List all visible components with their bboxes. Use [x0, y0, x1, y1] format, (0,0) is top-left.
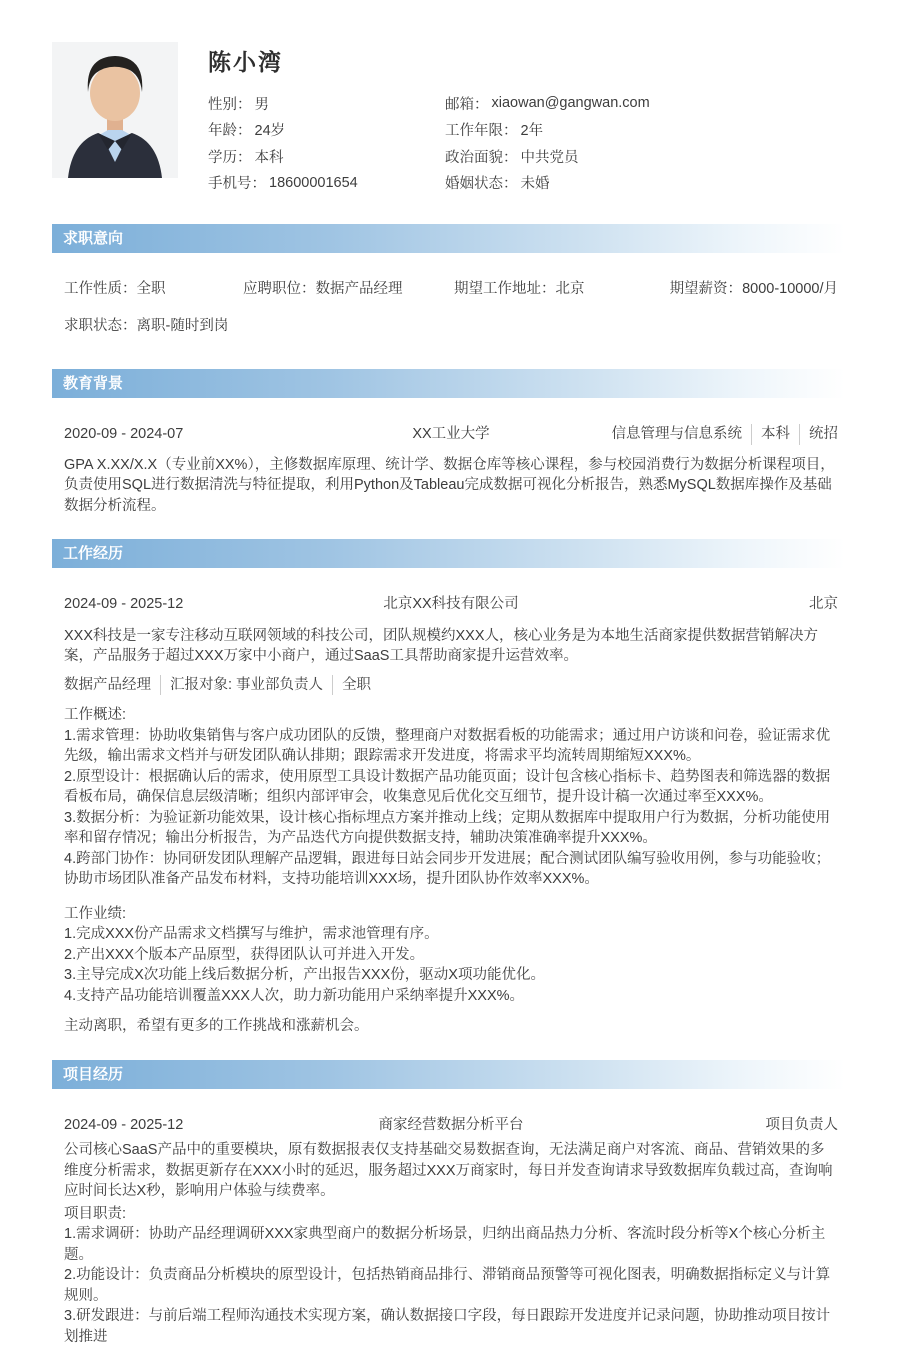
- work-overview-item: 4.跨部门协作：协同研发团队理解产品逻辑，跟进每日站会同步开发进展；配合测试团队编写验收用例，参与功能验收；协助市场团队准备产品发布材料，支持功能培训XXX场，提升团队协作效率XXX%。: [64, 849, 838, 890]
- work-location: 北京: [580, 594, 838, 615]
- education-meta: [580, 424, 838, 445]
- work-overview: [64, 705, 838, 890]
- section-title: 教育背景: [63, 375, 123, 392]
- work-achievement-heading: 工作业绩:: [64, 904, 838, 925]
- job-intent-row: [64, 279, 838, 300]
- work-achievement-item: 3.主导完成X次功能上线后数据分析，产出报告XXX份，驱动X项功能优化。: [64, 965, 838, 986]
- field-gender: 性别： 男: [208, 90, 445, 117]
- degree: 本科: [751, 424, 790, 445]
- section-project-experience: [0, 1060, 900, 1347]
- field-email: 邮箱： xiaowan@gangwan.com: [445, 90, 845, 117]
- work-row: [64, 594, 838, 615]
- major: 信息管理与信息系统: [612, 424, 743, 445]
- field-age: 年龄： 24岁: [208, 117, 445, 144]
- company-intro: XXX科技是一家专注移动互联网领域的科技公司，团队规模约XXX人，核心业务是为本地生活商家提供数据营销解决方案，产品服务于超过XXX万家中小商户，通过SaaS工具帮助商家提升运营效率。: [64, 626, 838, 667]
- profile-photo: [52, 42, 178, 178]
- target-location: 期望工作地址：北京: [454, 279, 659, 300]
- section-header-project: [52, 1060, 845, 1089]
- section-header-job-intent: [52, 224, 845, 253]
- work-overview-item: 1.需求管理：协助收集销售与客户成功团队的反馈，整理商户对数据看板的功能需求；通过用户访谈和问卷，验证需求优先级，输出需求文档并与研发团队确认排期；跟踪需求开发进度，将需求平均流转周期缩短XXX%。: [64, 726, 838, 767]
- expected-salary: 期望薪资：8000-10000/月: [659, 279, 838, 300]
- project-row: [64, 1115, 838, 1136]
- report-to: 汇报对象: 事业部负责人: [160, 675, 323, 696]
- project-name: 商家经营数据分析平台: [322, 1115, 580, 1136]
- work-achievement-item: 1.完成XXX份产品需求文档撰写与维护，需求池管理有序。: [64, 924, 838, 945]
- section-title: 项目经历: [63, 1066, 123, 1083]
- work-achievement-item: 2.产出XXX个版本产品原型，获得团队认可并进入开发。: [64, 945, 838, 966]
- company-name: 北京XX科技有限公司: [322, 594, 580, 615]
- job-status: 求职状态：离职-随时到岗: [64, 316, 838, 337]
- section-header-education: [52, 369, 845, 398]
- project-duties: [64, 1204, 838, 1347]
- job-nature: 工作性质：全职: [64, 279, 243, 300]
- field-education: 学历： 本科: [208, 143, 445, 170]
- project-duty-item: 1.需求调研：协助产品经理调研XXX家典型商户的数据分析场景，归纳出商品热力分析、客流时段分析等X个核心分析主题。: [64, 1224, 838, 1265]
- candidate-name: 陈小湾: [208, 44, 845, 77]
- leave-reason: 主动离职，希望有更多的工作挑战和涨薪机会。: [64, 1016, 838, 1037]
- admission-type: 统招: [799, 424, 838, 445]
- work-overview-item: 2.原型设计：根据确认后的需求，使用原型工具设计数据产品功能页面；设计包含核心指标卡、趋势图表和筛选器的数据看板布局，确保信息层级清晰；组织内部评审会，收集意见后优化交互细节，提升设计稿一次通过率至XXX%。: [64, 767, 838, 808]
- field-marital-status: 婚姻状态： 未婚: [445, 170, 845, 197]
- work-overview-item: 3.数据分析：为验证新功能效果，设计核心指标埋点方案并推动上线；定期从数据库中提取用户行为数据，分析功能使用率和留存情况；输出分析报告，为产品迭代方向提供数据支持，辅助决策准确率提升XXX%。: [64, 808, 838, 849]
- project-date: 2024-09 - 2025-12: [64, 1115, 322, 1136]
- section-work-experience: [0, 539, 900, 1037]
- project-duty-item: 3.研发跟进：与前后端工程师沟通技术实现方案，确认数据接口字段，每日跟踪开发进度并记录问题，协助推动项目按计划推进: [64, 1306, 838, 1347]
- section-header-work: [52, 539, 845, 568]
- section-title: 工作经历: [63, 545, 123, 562]
- field-political-status: 政治面貌： 中共党员: [445, 143, 845, 170]
- position-title: 数据产品经理: [64, 675, 151, 696]
- work-overview-heading: 工作概述:: [64, 705, 838, 726]
- profile-info: [208, 42, 845, 196]
- education-description: GPA X.XX/X.X（专业前XX%），主修数据库原理、统计学、数据仓库等核心课程，参与校园消费行为数据分析课程项目，负责使用SQL进行数据清洗与特征提取，利用Python及Tableau完成数据可视化分析报告，熟悉MySQL数据库操作及基础数据分析流程。: [64, 455, 838, 517]
- education-date: 2020-09 - 2024-07: [64, 424, 322, 445]
- project-duty-item: 2.功能设计：负责商品分析模块的原型设计，包括热销商品排行、滞销商品预警等可视化图表，明确数据指标定义与计算规则。: [64, 1265, 838, 1306]
- project-background: 公司核心SaaS产品中的重要模块，原有数据报表仅支持基础交易数据查询，无法满足商户对客流、商品、营销效果的多维度分析需求，数据更新存在XXX小时的延迟，服务超过XXX万商家时，每日并发查询请求导致数据库负载过高，查询响应时间长达X秒，影响用户体验与续费率。: [64, 1140, 838, 1202]
- section-title: 求职意向: [63, 230, 123, 247]
- work-achievements: [64, 904, 838, 1007]
- field-work-years: 工作年限： 2年: [445, 117, 845, 144]
- field-phone: 手机号： 18600001654: [208, 170, 445, 197]
- school-name: XX工业大学: [322, 424, 580, 445]
- position-row: [64, 675, 838, 696]
- project-role: 项目负责人: [580, 1115, 838, 1136]
- section-education: [0, 369, 900, 516]
- job-type: 全职: [332, 675, 371, 696]
- education-row: [64, 424, 838, 445]
- portrait-photo-placeholder: [52, 42, 178, 178]
- work-date: 2024-09 - 2025-12: [64, 594, 322, 615]
- profile-fields: [208, 90, 845, 196]
- project-duty-heading: 项目职责:: [64, 1204, 838, 1225]
- target-position: 应聘职位：数据产品经理: [243, 279, 454, 300]
- section-job-intent: [0, 224, 900, 336]
- work-achievement-item: 4.支持产品功能培训覆盖XXX人次，助力新功能用户采纳率提升XXX%。: [64, 986, 838, 1007]
- profile-header: [0, 0, 900, 196]
